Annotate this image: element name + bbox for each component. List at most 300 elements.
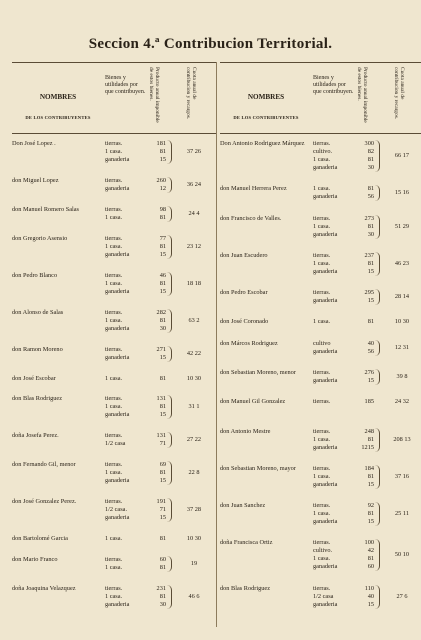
producto-value: 185 (364, 398, 374, 406)
contributor-row (220, 340, 421, 356)
producto-value: 181 (156, 140, 166, 147)
bienes-item: 1 casa. (105, 242, 123, 250)
cuota-value: 10 30 (186, 535, 202, 543)
bienes-item: tierras. (313, 214, 331, 222)
bienes-list (313, 318, 353, 326)
bienes-item: tierras. (313, 398, 331, 406)
contributor-name: don Pedro Blanco (12, 271, 58, 279)
header-nombres: NOMBRES (247, 93, 285, 101)
contributor-row (220, 369, 421, 385)
contributor-name: don Blas Rodriguez (12, 395, 63, 403)
producto-value: 15 (159, 477, 166, 485)
contributor-row (12, 585, 217, 609)
brace (375, 428, 380, 452)
brace (375, 539, 380, 571)
bienes-list (105, 395, 145, 419)
producto-value: 131 (156, 395, 166, 403)
contributor-row (12, 556, 217, 572)
cuota-value: 10 30 (394, 318, 410, 326)
bienes-list (313, 289, 353, 305)
producto-value: 71 (159, 506, 166, 514)
producto-list (144, 535, 166, 543)
bienes-item: tierras. (105, 461, 123, 469)
brace (375, 340, 380, 356)
contributor-row (12, 498, 217, 522)
bienes-list (313, 465, 353, 489)
producto-value: 92 (367, 502, 374, 510)
cuota-value: 18 18 (186, 279, 202, 287)
contributor-row (12, 346, 217, 362)
contributor-row (220, 289, 421, 305)
producto-value: 110 (364, 584, 374, 592)
contributor-name: don Alonso de Salas (12, 308, 64, 316)
cuota-value: 19 (190, 560, 198, 568)
bienes-item: tierras. (313, 140, 331, 147)
header-bienes: Bienes y utilidades por que contribuyen. (313, 75, 354, 95)
bienes-item: tierras. (313, 539, 331, 547)
header-nombres-sub: DE LOS CONTRIBUYENTES (233, 115, 299, 120)
brace (167, 461, 172, 485)
bienes-item: 1 casa. (105, 316, 123, 324)
bienes-item: 1/2 casa (105, 440, 126, 448)
bienes-item: 1 casa. (313, 259, 331, 267)
bienes-list (105, 375, 145, 383)
contributor-name: don José Coronado (220, 318, 269, 326)
producto-value: 81 (159, 535, 166, 543)
page-title: Seccion 4.ª Contribucion Territorial. (88, 36, 333, 52)
bienes-item: 1 casa. (105, 593, 123, 601)
producto-value: 81 (367, 222, 374, 230)
bienes-list (313, 369, 353, 385)
producto-value: 81 (159, 279, 166, 287)
producto-value: 81 (159, 469, 166, 477)
producto-value: 81 (367, 156, 374, 163)
bienes-item: 1 casa. (105, 374, 123, 382)
contributor-name: don Antonio Mestre (220, 427, 271, 435)
contributor-row (220, 140, 421, 172)
contributor-row (12, 432, 217, 448)
bienes-list (105, 235, 145, 259)
producto-value: 60 (159, 556, 166, 564)
producto-value: 15 (367, 377, 374, 384)
bienes-item: 1/2 casa (313, 592, 334, 600)
producto-value: 15 (367, 518, 374, 526)
contributor-name: don Francisco de Valles. (220, 214, 282, 222)
contributor-name: don Juan Escudero (220, 251, 268, 259)
bienes-item: tierras. (105, 308, 123, 316)
producto-value: 81 (367, 318, 374, 326)
producto-value: 81 (159, 316, 166, 324)
bienes-item: ganaderia (313, 230, 338, 238)
cuota-value: 39 8 (396, 373, 408, 380)
header-bienes: Bienes y utilidades por que contribuyen. (105, 75, 146, 95)
bienes-item: tierras. (105, 395, 123, 403)
bienes-item: ganaderia (105, 250, 130, 258)
brace (167, 177, 172, 193)
bienes-item: tierras. (105, 498, 123, 506)
brace (375, 185, 380, 201)
bienes-item: ganaderia (313, 193, 338, 201)
producto-list (352, 369, 374, 385)
producto-value: 82 (367, 148, 374, 155)
producto-value: 81 (159, 148, 166, 155)
bienes-list (105, 309, 145, 333)
bienes-item: ganaderia (313, 297, 338, 305)
producto-list (144, 309, 166, 333)
contributor-name: Don Antonio Rodriguez Márquez (220, 140, 305, 147)
bienes-list (105, 140, 145, 164)
producto-value: 30 (367, 230, 374, 238)
header-producto: Producto anual imponible de estos bienes. (356, 67, 368, 123)
brace (167, 346, 172, 362)
producto-value: 40 (367, 339, 374, 347)
contributor-name: don Gregorio Asensio (12, 234, 68, 242)
contributor-name: doña Josefa Perez. (12, 432, 59, 440)
producto-value: 191 (156, 498, 166, 506)
bienes-list (105, 498, 145, 522)
producto-value: 69 (159, 461, 166, 469)
contributor-name: don Juan Sanchez (220, 502, 266, 510)
contributor-name: don José Gonzalez Perez. (12, 498, 77, 506)
contributor-name: don Blas Rodriguez (220, 584, 271, 592)
bienes-item: ganaderia (313, 267, 338, 275)
bienes-item: ganaderia (313, 563, 338, 571)
producto-value: 40 (367, 592, 374, 600)
bienes-item: 1 casa. (105, 535, 123, 543)
cuota-value: 23 12 (186, 242, 202, 250)
bienes-item: tierras. (105, 345, 123, 353)
bienes-list (313, 398, 353, 406)
bienes-item: ganaderia (313, 480, 338, 488)
brace (375, 502, 380, 526)
contributor-name: don Márcos Rodriguez (220, 339, 278, 347)
bienes-list (105, 432, 145, 448)
producto-value: 81 (367, 259, 374, 267)
producto-value: 77 (159, 234, 166, 242)
producto-value: 71 (159, 440, 166, 448)
bienes-item: 1 casa. (105, 564, 123, 572)
producto-value: 276 (364, 369, 374, 376)
header-cuota: Cuota anual de contribucion y recargos. (393, 67, 405, 120)
producto-value: 81 (159, 564, 166, 572)
contributor-row (12, 395, 217, 419)
contributor-row (12, 206, 217, 222)
bienes-item: 1 casa. (105, 403, 123, 411)
producto-value: 15 (367, 297, 374, 305)
producto-list (144, 346, 166, 362)
cuota-value: 28 14 (394, 293, 410, 301)
producto-value: 15 (159, 156, 166, 163)
producto-value: 273 (364, 214, 374, 222)
brace (375, 215, 380, 239)
cuota-value: 15 16 (394, 189, 410, 197)
producto-value: 15 (367, 480, 374, 488)
contributor-name: don Manuel Romero Salas (12, 205, 79, 213)
bienes-list (313, 185, 353, 201)
bienes-item: ganaderia (105, 601, 130, 609)
bienes-item: tierras. (313, 251, 331, 259)
bienes-item: ganaderia (105, 184, 130, 192)
producto-value: 81 (367, 510, 374, 518)
producto-value: 81 (367, 472, 374, 480)
cuota-value: 208 13 (393, 435, 411, 443)
cuota-value: 27 22 (186, 436, 202, 444)
bienes-list (105, 585, 145, 609)
producto-list (144, 395, 166, 419)
right-column (220, 62, 421, 627)
contributor-row (12, 140, 217, 164)
brace (167, 498, 172, 522)
contributor-row (220, 585, 421, 609)
producto-list (352, 318, 374, 326)
producto-value: 260 (156, 176, 166, 184)
brace (167, 309, 172, 333)
producto-value: 56 (367, 193, 374, 201)
producto-list (352, 398, 374, 406)
cuota-value: 25 11 (395, 510, 409, 518)
producto-value: 15 (159, 250, 166, 258)
cuota-value: 27 6 (396, 592, 408, 600)
bienes-item: tierras. (105, 271, 123, 279)
bienes-item: ganaderia (105, 411, 130, 419)
contributor-row (12, 535, 217, 543)
cuota-value: 24 4 (188, 209, 200, 217)
producto-list (144, 432, 166, 448)
bienes-item: ganaderia (313, 443, 338, 451)
producto-list (144, 140, 166, 164)
column-divider (216, 62, 217, 627)
producto-list (144, 177, 166, 193)
bienes-item: ganaderia (105, 353, 130, 361)
cuota-value: 36 24 (186, 180, 202, 188)
bienes-item: 1 casa. (105, 469, 123, 477)
producto-list (352, 428, 374, 452)
contributor-name: don Bartolomé Garcia (12, 535, 68, 543)
contributor-row (220, 185, 421, 201)
producto-value: 42 (367, 547, 374, 555)
contributor-row (220, 428, 421, 452)
contributor-row (12, 375, 217, 383)
bienes-item: tierras. (105, 585, 123, 593)
producto-value: 56 (367, 347, 374, 355)
contributor-row (220, 215, 421, 239)
contributor-row (12, 461, 217, 485)
cuota-value: 63 2 (188, 316, 200, 324)
contributor-row (12, 309, 217, 333)
producto-list (144, 585, 166, 609)
contributor-row (12, 177, 217, 193)
bienes-item: tierras. (313, 427, 331, 435)
bienes-item: ganaderia (313, 164, 338, 171)
producto-value: 15 (159, 514, 166, 522)
bienes-item: 1 casa. (313, 510, 331, 518)
cuota-value: 37 16 (394, 472, 410, 480)
producto-list (144, 498, 166, 522)
producto-value: 81 (159, 374, 166, 382)
bienes-item: ganaderia (313, 347, 338, 355)
contributor-row (220, 318, 421, 326)
producto-list (352, 140, 374, 172)
cuota-value: 46 6 (188, 593, 200, 601)
bienes-item: 1 casa. (313, 318, 331, 326)
bienes-item: 1 casa. (313, 222, 331, 230)
producto-list (352, 539, 374, 571)
producto-value: 81 (159, 403, 166, 411)
bienes-item: cultivo. (313, 148, 333, 155)
bienes-list (105, 556, 145, 572)
producto-list (352, 215, 374, 239)
cuota-value: 42 22 (186, 349, 202, 357)
bienes-list (313, 215, 353, 239)
contributor-name: don Sebastian Moreno, mayor (220, 464, 296, 472)
left-column (12, 62, 217, 627)
bienes-list (105, 206, 145, 222)
bienes-item: 1 casa. (313, 555, 331, 563)
brace (167, 140, 172, 164)
cuota-value: 10 30 (186, 374, 202, 382)
bienes-item: ganaderia (105, 324, 130, 332)
bienes-list (313, 340, 353, 356)
contributor-name: don Ramon Moreno (12, 345, 63, 353)
producto-value: 1215 (361, 443, 374, 451)
bienes-item: cultivo. (313, 547, 333, 555)
bienes-item: 1 casa. (313, 185, 331, 193)
bienes-list (313, 252, 353, 276)
contributor-name: don Manuel Gil Gonzalez (220, 398, 286, 406)
producto-value: 248 (364, 427, 374, 435)
cuota-value: 46 23 (394, 259, 410, 267)
brace (167, 395, 172, 419)
brace (167, 235, 172, 259)
bienes-item: ganaderia (105, 477, 130, 485)
cuota-value: 24 32 (394, 398, 410, 406)
contributor-name: don Miguel Lopez (12, 176, 59, 184)
bienes-item: tierras. (105, 140, 123, 147)
contributor-name: don Pedro Escobar (220, 289, 268, 297)
producto-value: 15 (159, 287, 166, 295)
bienes-item: cultivo (313, 339, 331, 347)
bienes-item: ganaderia (313, 377, 338, 384)
producto-value: 81 (367, 555, 374, 563)
bienes-item: ganaderia (313, 518, 338, 526)
producto-value: 60 (367, 563, 374, 571)
producto-list (352, 502, 374, 526)
producto-list (352, 252, 374, 276)
bienes-item: 1 casa. (313, 435, 331, 443)
brace (375, 369, 380, 385)
header-nombres-sub: DE LOS CONTRIBUYENTES (25, 115, 91, 120)
bienes-item: 1 casa. (105, 213, 123, 221)
contributor-row (12, 235, 217, 259)
bienes-item: tierras. (105, 432, 123, 440)
brace (167, 206, 172, 222)
cuota-value: 50 10 (394, 551, 410, 559)
producto-value: 30 (159, 601, 166, 609)
header-producto: Producto anual imponible de estos bienes. (148, 67, 160, 123)
producto-value: 295 (364, 289, 374, 297)
cuota-value: 37 28 (186, 506, 202, 514)
bienes-item: tierras. (313, 464, 331, 472)
bienes-item: 1/2 casa. (105, 506, 128, 514)
cuota-value: 37 26 (186, 148, 202, 155)
bienes-item: tierras. (313, 289, 331, 297)
bienes-list (105, 177, 145, 193)
bienes-item: 1 casa. (105, 279, 123, 287)
bienes-item: tierras. (105, 556, 123, 564)
producto-value: 30 (367, 164, 374, 171)
cuota-value: 12 31 (394, 343, 410, 351)
bienes-item: ganaderia (105, 156, 130, 163)
brace (375, 140, 380, 172)
cuota-value: 51 29 (394, 222, 410, 230)
bienes-list (105, 461, 145, 485)
contributor-row (220, 539, 421, 571)
contributor-row (220, 398, 421, 414)
producto-value: 98 (159, 205, 166, 213)
producto-value: 271 (156, 345, 166, 353)
bienes-list (313, 428, 353, 452)
brace (167, 556, 172, 572)
producto-value: 300 (364, 140, 374, 147)
bienes-item: tierras. (105, 234, 123, 242)
producto-list (144, 556, 166, 572)
brace (375, 289, 380, 305)
brace (375, 465, 380, 489)
bienes-item: tierras. (313, 584, 331, 592)
producto-value: 15 (159, 353, 166, 361)
bienes-list (313, 585, 353, 609)
contributor-row (12, 272, 217, 296)
left-column-header (12, 62, 217, 134)
contributor-name: don José Escobar (12, 374, 56, 382)
contributor-name: Don José Lopez . (12, 140, 56, 147)
producto-value: 81 (159, 242, 166, 250)
bienes-list (313, 539, 353, 571)
producto-list (144, 461, 166, 485)
brace (375, 585, 380, 609)
bienes-item: ganaderia (313, 600, 338, 608)
cuota-value: 31 1 (188, 403, 200, 411)
cuota-value: 66 17 (394, 152, 410, 159)
producto-value: 12 (159, 184, 166, 192)
producto-value: 231 (156, 585, 166, 593)
bienes-item: ganaderia (105, 287, 130, 295)
producto-value: 131 (156, 432, 166, 440)
producto-value: 81 (159, 213, 166, 221)
producto-list (352, 289, 374, 305)
bienes-list (105, 272, 145, 296)
brace (167, 432, 172, 448)
bienes-item: 1 casa. (313, 156, 331, 163)
bienes-item: tierras. (105, 205, 123, 213)
producto-value: 81 (367, 435, 374, 443)
producto-list (144, 375, 166, 383)
bienes-item: tierras. (105, 176, 123, 184)
producto-value: 81 (159, 593, 166, 601)
contributor-row (220, 465, 421, 489)
producto-value: 100 (364, 539, 374, 547)
contributor-row (220, 252, 421, 276)
bienes-list (313, 502, 353, 526)
producto-list (144, 272, 166, 296)
cuota-value: 22 8 (188, 469, 200, 477)
header-nombres: NOMBRES (39, 93, 77, 101)
producto-list (352, 185, 374, 201)
right-column-header (220, 62, 421, 134)
contributor-name: don Manuel Herrera Perez (220, 185, 287, 193)
producto-value: 81 (367, 185, 374, 193)
producto-value: 15 (159, 411, 166, 419)
